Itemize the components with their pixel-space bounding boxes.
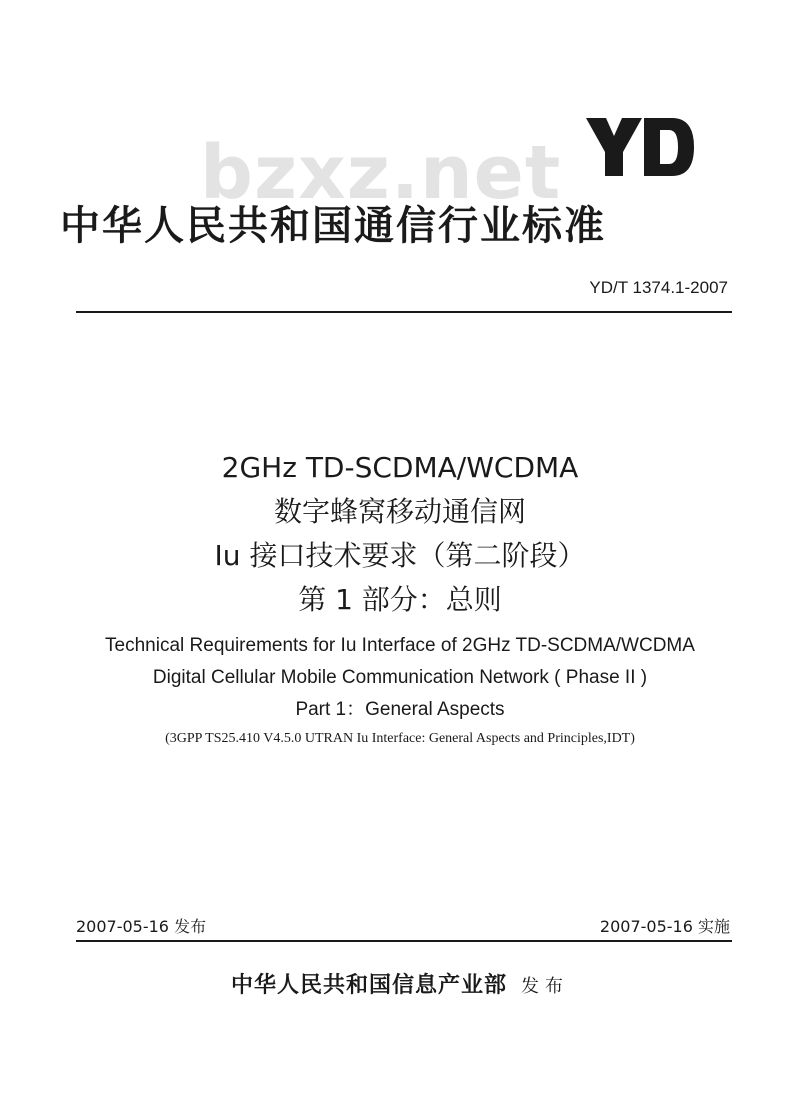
title-en-line-2: Digital Cellular Mobile Communication Network ( Phase II ): [152, 667, 648, 688]
publisher-org: 中华人民共和国信息产业部: [230, 973, 507, 998]
idt-note: (3GPP TS25.410 V4.5.0 UTRAN Iu Interface: General Aspects and Principles,IDT): [165, 731, 635, 746]
title-cn-line-3: Iu 接口技术要求（第二阶段）: [214, 539, 586, 572]
title-cn-line-1: 2GHz TD-SCDMA/WCDMA: [221, 451, 579, 484]
title-en-line-1: Technical Requirements for Iu Interface of 2GHz TD-SCDMA/WCDMA: [105, 635, 695, 656]
bottom-divider: [76, 940, 732, 942]
issue-date: 2007-05-16 发布: [76, 917, 207, 936]
top-divider: [76, 311, 732, 313]
title-cn-line-2: 数字蜂窝移动通信网: [273, 495, 526, 528]
watermark: bzxz.net: [200, 130, 562, 216]
chinese-title-block: [0, 446, 800, 622]
title-cn-line-4: 第 1 部分：总则: [298, 583, 502, 616]
yd-logo: [584, 116, 696, 178]
standard-number: YD/T 1374.1-2007: [589, 278, 728, 297]
publisher-line: [0, 968, 800, 999]
english-title-block: [0, 630, 800, 752]
standard-title: 中华人民共和国通信行业标准: [60, 203, 606, 249]
implementation-date: 2007-05-16 实施: [599, 917, 730, 936]
publisher-action: 发布: [521, 976, 569, 997]
title-en-line-3: Part 1：General Aspects: [295, 699, 505, 720]
